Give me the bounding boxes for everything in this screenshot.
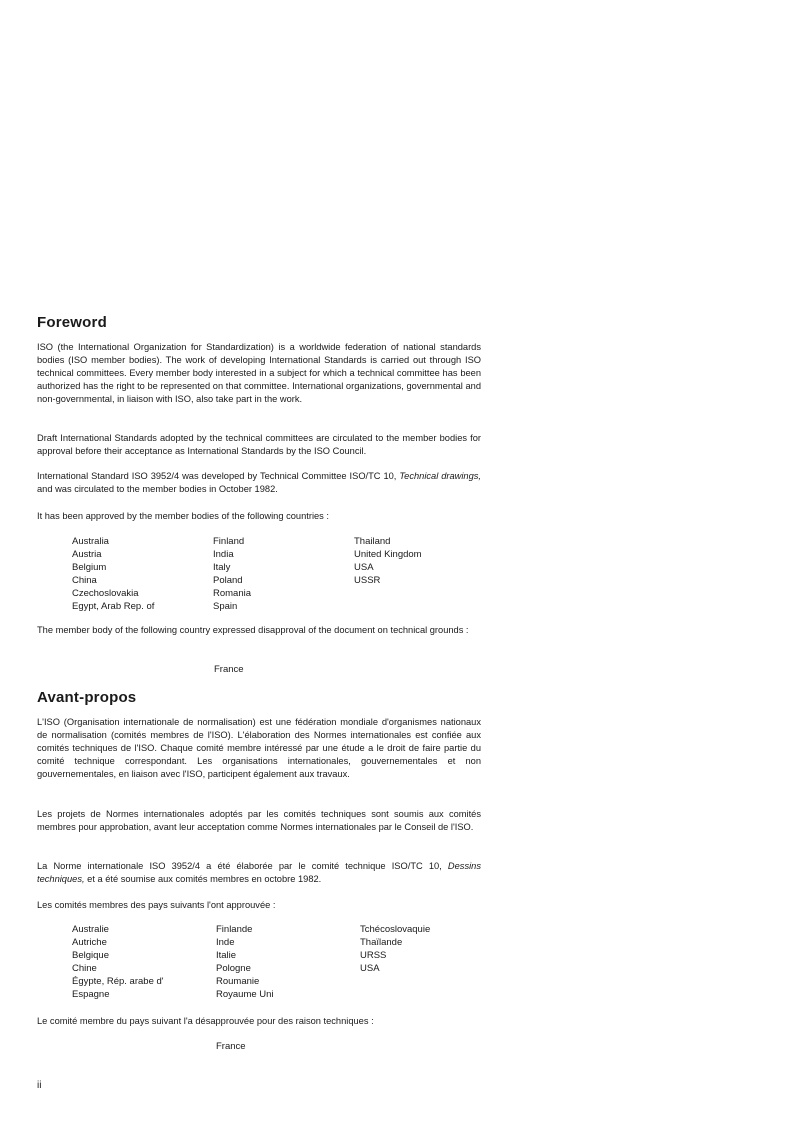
country-item: Pologne — [216, 963, 251, 974]
foreword-p3-after: and was circulated to the member bodies in October 1982. — [37, 484, 278, 494]
avant-col-2 — [216, 923, 274, 1001]
avant-heading: Avant-propos — [37, 689, 137, 706]
country-item: Finlande — [216, 924, 253, 935]
country-item: Belgique — [72, 950, 109, 961]
country-item: USSR — [354, 575, 381, 586]
avant-paragraph-3 — [37, 860, 481, 886]
avant-col-3 — [360, 923, 430, 975]
avant-col-1 — [72, 923, 164, 1001]
country-item: Tchécoslovaquie — [360, 924, 431, 935]
country-item: Czechoslovakia — [72, 588, 139, 599]
avant-p4: Les comités membres des pays suivants l'ont approuvée : — [37, 900, 276, 910]
country-item: Spain — [213, 601, 238, 612]
country-item: USA — [354, 562, 374, 573]
country-item: Australia — [72, 536, 109, 547]
foreword-paragraph-5 — [37, 624, 481, 637]
avant-paragraph-5 — [37, 1015, 481, 1028]
foreword-p1: ISO (the International Organization for Standardization) is a worldwide federation of national standards bodies (ISO member bodies). The work of developing International Standards is carried out through ISO technical committees. Every member body interested in a subject for which a technical committee has been authorized has the right to be represented on that committee. International organizations, governmental and non-governmental, in liaison with ISO, also take part in the work. — [37, 342, 481, 404]
foreword-paragraph-4 — [37, 510, 481, 523]
country-item: Espagne — [72, 989, 110, 1000]
foreword-heading-block — [37, 314, 481, 331]
avant-disapproval-country: France — [216, 1041, 246, 1052]
country-item: United Kingdom — [354, 549, 422, 560]
avant-p3-after: et a été soumise aux comités membres en octobre 1982. — [87, 874, 322, 884]
page-number: ii — [37, 1080, 42, 1091]
country-item: Autriche — [72, 937, 107, 948]
country-item: Chine — [72, 963, 97, 974]
foreword-col-2 — [213, 535, 251, 613]
country-item: Egypt, Arab Rep. of — [72, 601, 155, 612]
country-item: Romania — [213, 588, 252, 599]
avant-heading-block — [37, 689, 481, 706]
foreword-p4: It has been approved by the member bodies of the following countries : — [37, 511, 329, 521]
country-item: Italie — [216, 950, 237, 961]
country-item: Égypte, Rép. arabe d' — [72, 976, 164, 987]
avant-p1: L'ISO (Organisation internationale de normalisation) est une fédération mondiale d'organismes nationaux de normalisation (comités membres de l'ISO). L'élaboration des Normes internationales est confiée aux comités techniques de l'ISO. Chaque comité membre intéressé par une étude a le droit de faire partie du comité technique correspondant. Les organisations internationales, gouvernementales et non gouvernementales, en liaison avec l'ISO, participent également aux travaux. — [37, 717, 481, 779]
foreword-disapproval-country: France — [214, 664, 244, 675]
country-item: Austria — [72, 549, 102, 560]
country-item: Italy — [213, 562, 231, 573]
country-item: India — [213, 549, 234, 560]
country-item: Belgium — [72, 562, 107, 573]
foreword-p2: Draft International Standards adopted by the technical committees are circulated to the member bodies for approval before their acceptance as International Standards by the ISO Council. — [37, 433, 481, 456]
avant-paragraph-1 — [37, 716, 481, 781]
foreword-paragraph-3 — [37, 470, 481, 496]
avant-p3 — [37, 860, 481, 886]
country-item: Australie — [72, 924, 109, 935]
foreword-col-3 — [354, 535, 422, 587]
country-item: Roumanie — [216, 976, 260, 987]
foreword-p3-italic: Technical drawings, — [399, 471, 481, 481]
country-item: Thailand — [354, 536, 391, 547]
country-item: USA — [360, 963, 380, 974]
foreword-paragraph-2 — [37, 432, 481, 458]
country-item: Poland — [213, 575, 243, 586]
avant-p2: Les projets de Normes internationales adoptés par les comités techniques sont soumis aux comités membres pour approbation, avant leur acceptation comme Normes internationales par le Conseil de l'ISO. — [37, 809, 481, 832]
country-item: Royaume Uni — [216, 989, 274, 1000]
foreword-col-1 — [72, 535, 154, 613]
country-item: Thaïlande — [360, 937, 403, 948]
avant-p3-before: La Norme internationale ISO 3952/4 a été élaborée par le comité technique ISO/TC 10, — [37, 861, 442, 871]
avant-p5: Le comité membre du pays suivant l'a désapprouvée pour des raison techniques : — [37, 1016, 374, 1026]
foreword-heading: Foreword — [37, 314, 107, 331]
country-item: URSS — [360, 950, 387, 961]
country-item: China — [72, 575, 97, 586]
foreword-paragraph-1 — [37, 341, 481, 406]
avant-paragraph-4 — [37, 899, 481, 912]
foreword-p5: The member body of the following country expressed disapproval of the document on technical grounds : — [37, 625, 469, 635]
foreword-p3 — [37, 470, 481, 496]
foreword-p3-before: International Standard ISO 3952/4 was developed by Technical Committee ISO/TC 10, — [37, 471, 397, 481]
avant-paragraph-2 — [37, 808, 481, 834]
avant-p3-italic: Dessins techniques, — [37, 861, 481, 884]
country-item: Inde — [216, 937, 235, 948]
country-item: Finland — [213, 536, 245, 547]
